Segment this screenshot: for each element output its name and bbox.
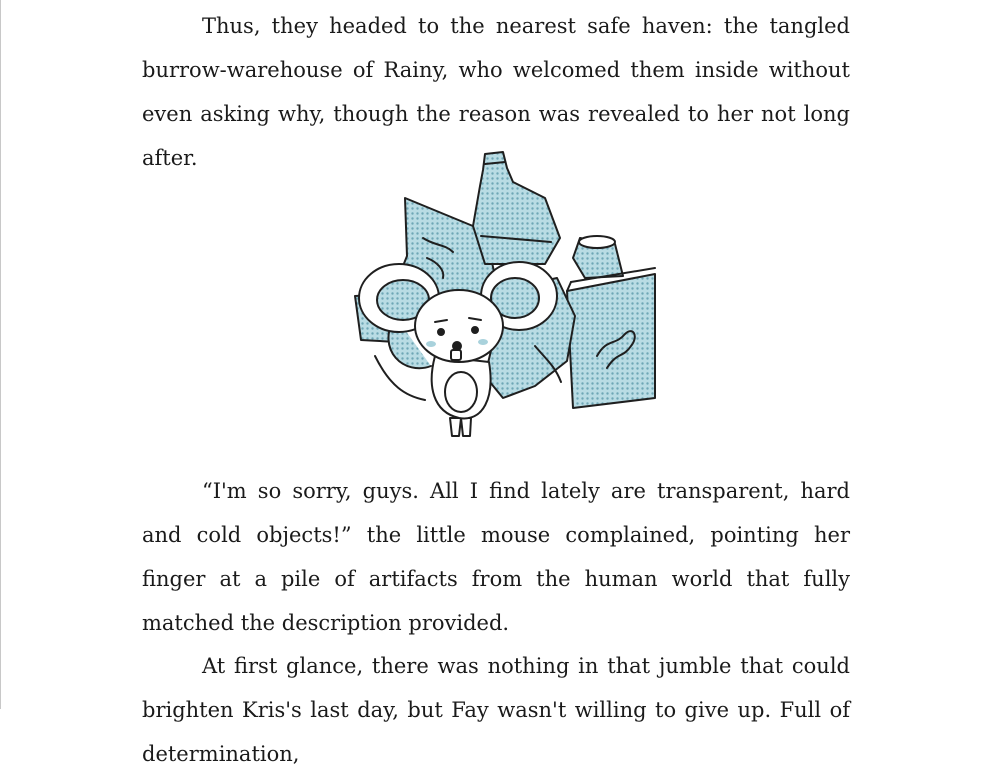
mouse-with-plastic-junk-illustration (335, 146, 657, 442)
plastic-box-shape (567, 274, 655, 408)
page-left-edge (0, 0, 1, 709)
bottle-shape (473, 152, 560, 264)
paragraph-1: Thus, they headed to the nearest safe haven: the tangled burrow-warehouse of Rainy, who welcomed them inside without even asking why, though the reason was revealed to her not long after. (142, 14, 850, 170)
paragraph-2: “I'm so sorry, guys. All I find lately are transparent, hard and cold objects!” the little mouse complained, pointing her finger at a pile of artifacts from the human world that fully matched the description provided. (142, 479, 850, 635)
paragraph-3: At first glance, there was nothing in that jumble that could brighten Kris's last day, but Fay wasn't willing to give up. Full of determination, (142, 654, 850, 766)
